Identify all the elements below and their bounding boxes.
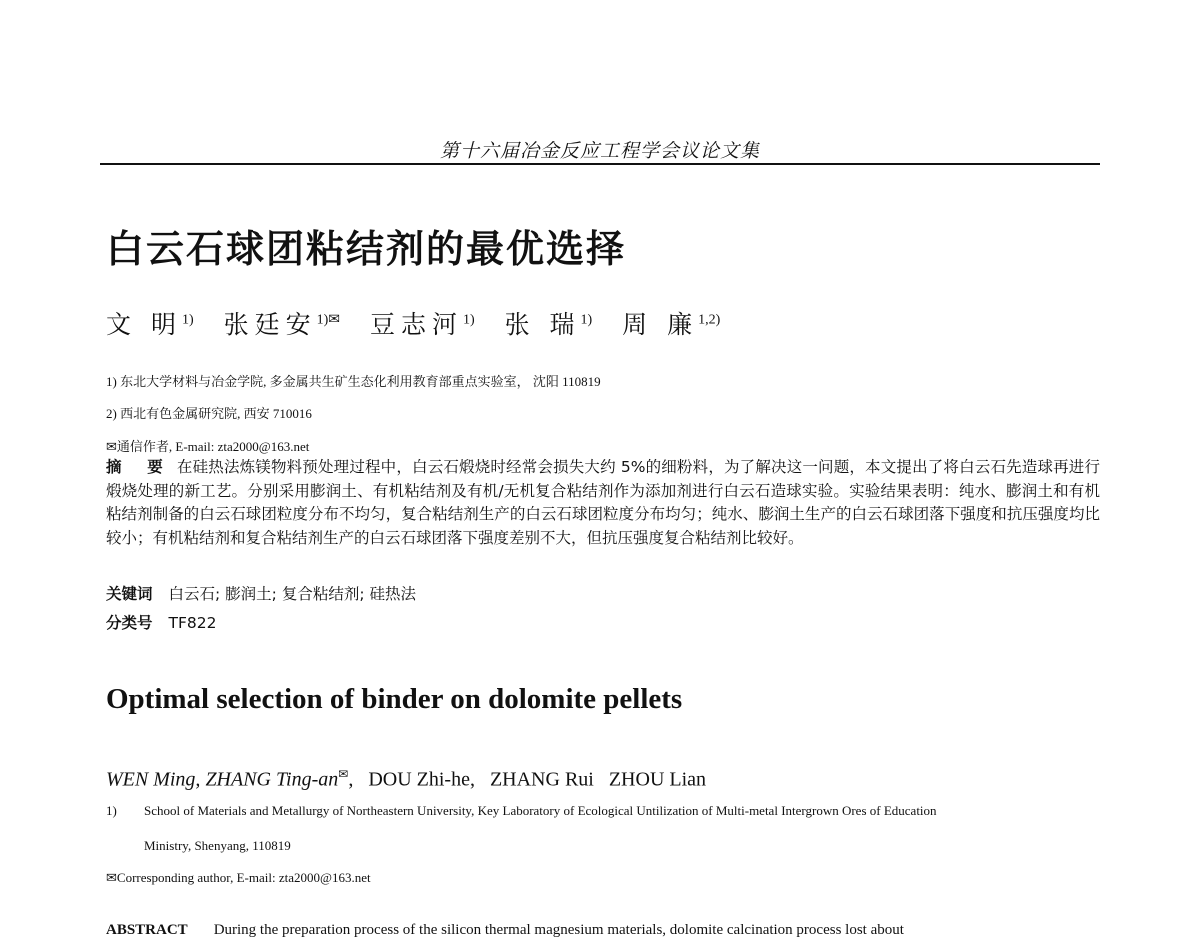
en-abstract-label: ABSTRACT bbox=[106, 922, 188, 938]
cn-author-name: 豆志河 bbox=[369, 310, 463, 339]
chinese-title: 白云石球团粘结剂的最优选择 bbox=[106, 227, 627, 271]
cn-author bbox=[106, 305, 194, 341]
chinese-abstract bbox=[106, 456, 1100, 550]
cn-author-affiliation-mark: 1,2) bbox=[698, 312, 721, 328]
en-author: ZHANG Rui bbox=[474, 768, 594, 791]
en-abstract-text: During the preparation process of the silicon thermal magnesium materials, dolomite calcination process lost about bbox=[213, 922, 904, 938]
cn-author-name: 周 廉 bbox=[622, 310, 699, 339]
cn-classification bbox=[106, 611, 216, 633]
en-author: WEN Ming, bbox=[106, 768, 201, 791]
en-affiliation-line1: School of Materials and Metallurgy of Northeastern University, Key Laboratory of Ecological Untilization of Multi-metal Intergrown Ores of Education bbox=[144, 803, 937, 818]
cn-author-name: 张廷安 bbox=[223, 310, 317, 339]
english-abstract bbox=[106, 922, 1106, 939]
cn-keywords-text: 白云石; 膨润土; 复合粘结剂; 硅热法 bbox=[168, 585, 416, 603]
cn-author bbox=[370, 305, 475, 341]
en-author: , DOU Zhi-he, bbox=[348, 768, 475, 791]
cn-author bbox=[224, 305, 340, 341]
cn-author-affiliation-mark: 1) bbox=[181, 312, 194, 328]
english-title: Optimal selection of binder on dolomite pellets bbox=[106, 683, 683, 715]
cn-abstract-text: 在硅热法炼镁物料预处理过程中，白云石煅烧时经常会损失大约 5%的细粉料，为了解决这一问题，本文提出了将白云石先造球再进行煅烧处理的新工艺。分别采用膨润土、有机粘结剂及有机/无机复合粘结剂作为添加剂进行白云石造球实验。实验结果表明：纯水、膨润土和有机粘结剂制备的白云石球团粒度分布不均匀，复合粘结剂生产的白云石球团粒度分布均匀；纯水、膨润土生产的白云石球团落下强度和抗压强度均比较小；有机粘结剂和复合粘结剂生产的白云石球团落下强度差别不大，但抗压强度复合粘结剂比较好。 bbox=[106, 458, 1100, 547]
chinese-authors bbox=[106, 305, 742, 341]
en-author: ZHOU Lian bbox=[593, 768, 707, 791]
en-affiliation-number: 1) bbox=[106, 803, 117, 818]
en-corresponding-author: ✉Corresponding author, E-mail: zta2000@163.net bbox=[106, 870, 371, 885]
en-affiliation-1 bbox=[106, 803, 937, 819]
cn-keywords bbox=[106, 582, 416, 604]
cn-class-text: TF822 bbox=[168, 614, 217, 632]
running-header: 第十六届冶金反应工程学会议论文集 bbox=[439, 140, 760, 162]
english-authors bbox=[106, 767, 706, 792]
cn-author-affiliation-mark: 1)✉ bbox=[316, 312, 340, 328]
cn-author bbox=[622, 305, 720, 341]
cn-author-name: 张 瑞 bbox=[504, 310, 581, 339]
cn-author-affiliation-mark: 1) bbox=[580, 312, 593, 328]
cn-abstract-label: 摘 要 bbox=[106, 458, 173, 476]
cn-affiliation-1: 1) 东北大学材料与冶金学院, 多金属共生矿生态化利用教育部重点实验室， 沈阳 110819 bbox=[106, 374, 601, 389]
en-author: ZHANG Ting-an bbox=[205, 768, 339, 791]
header-rule bbox=[100, 163, 1100, 165]
cn-author-name: 文 明 bbox=[106, 310, 182, 339]
cn-keywords-label: 关键词 bbox=[106, 585, 153, 603]
cn-author-affiliation-mark: 1) bbox=[462, 312, 475, 328]
en-affiliation-line2: Ministry, Shenyang, 110819 bbox=[144, 838, 291, 853]
en-author-mark: ✉ bbox=[338, 767, 349, 781]
cn-class-label: 分类号 bbox=[106, 614, 153, 632]
cn-affiliation-2: 2) 西北有色金属研究院, 西安 710016 bbox=[106, 406, 312, 421]
cn-author bbox=[505, 305, 593, 341]
cn-corresponding-author: ✉通信作者, E-mail: zta2000@163.net bbox=[106, 439, 310, 454]
